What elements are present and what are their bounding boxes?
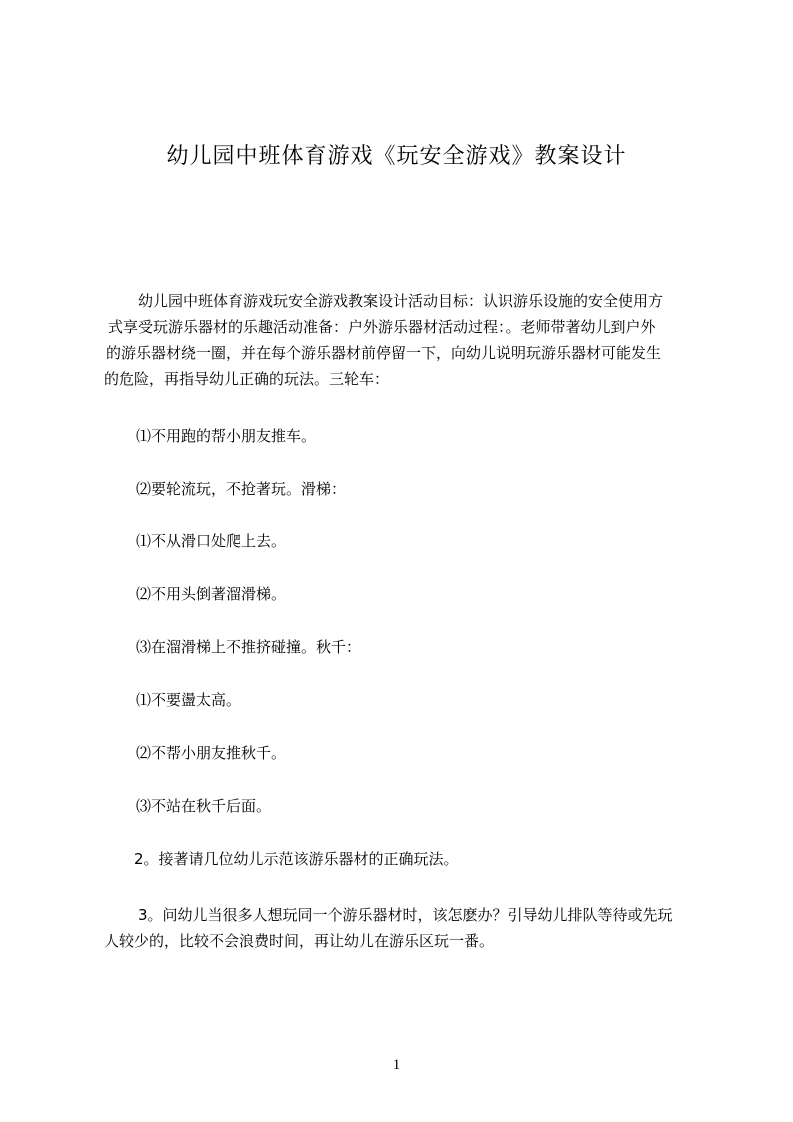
step-3-line: 人较少的，比较不会浪费时间，再让幼儿在游乐区玩一番。: [104, 932, 495, 950]
step-2-paragraph: 2。接著请几位幼儿示范该游乐器材的正确玩法。: [134, 850, 459, 868]
intro-line: 幼儿园中班体育游戏玩安全游戏教案设计活动目标：认识游乐设施的安全使用方: [138, 292, 664, 310]
rule-item: ⑵不用头倒著溜滑梯。: [136, 585, 287, 603]
step-3-line: 3。问幼儿当很多人想玩同一个游乐器材时，该怎麽办？引导幼儿排队等待或先玩: [138, 906, 673, 924]
document-title: 幼儿园中班体育游戏《玩安全游戏》教案设计: [166, 144, 627, 169]
rule-item: ⑵要轮流玩，不抢著玩。滑梯：: [136, 480, 347, 498]
rule-item: ⑶在溜滑梯上不推挤碰撞。秋千：: [136, 638, 362, 656]
rule-item: ⑵不帮小朋友推秋千。: [136, 744, 287, 762]
rule-item: ⑶不站在秋千后面。: [136, 797, 272, 815]
rule-item: ⑴不用跑的帮小朋友推车。: [136, 427, 317, 445]
rule-item: ⑴不从滑口处爬上去。: [136, 532, 287, 550]
page-number: 1: [392, 1057, 401, 1073]
intro-paragraph: [104, 288, 716, 392]
intro-line: 的游乐器材绕一圈，并在每个游乐器材前停留一下，向幼儿说明玩游乐器材可能发生: [106, 344, 662, 362]
rule-item: ⑴不要盪太高。: [136, 691, 242, 709]
intro-line: 的危险，再指导幼儿正确的玩法。三轮车：: [104, 370, 390, 388]
step-3-paragraph: [104, 902, 719, 954]
intro-line: 式享受玩游乐器材的乐趣活动准备：户外游乐器材活动过程：。老师带著幼儿到户外: [108, 318, 656, 336]
